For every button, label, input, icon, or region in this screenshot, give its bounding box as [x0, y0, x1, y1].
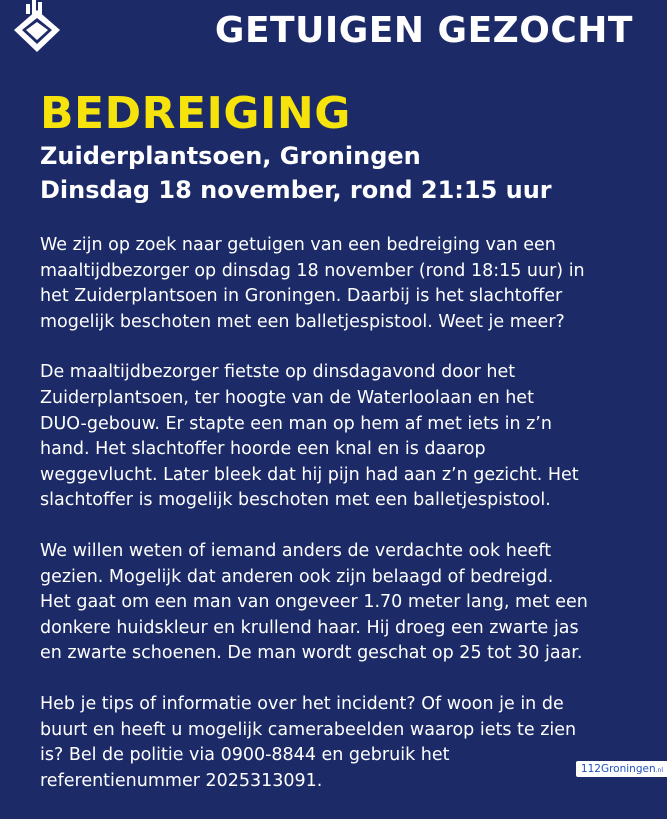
paragraph-line: De maaltijdbezorger fietste op dinsdagavond door het [40, 362, 516, 383]
watermark-suffix: .nl [655, 767, 663, 774]
paragraph-line: is? Bel de politie via 0900-8844 en gebruik het [40, 745, 450, 766]
paragraph-line: slachtoffer is mogelijk beschoten met een balletjespistool. [40, 490, 551, 511]
body-text [40, 233, 650, 819]
paragraph-line: het Zuiderplantsoen in Groningen. Daarbij is het slachtoffer [40, 286, 563, 307]
paragraph-line: DUO-gebouw. Er stapte een man op hem af met iets in z’n [40, 413, 552, 434]
paragraph-line: maaltijdbezorger op dinsdag 18 november (rond 18:15 uur) in [40, 260, 585, 281]
location-line: Zuiderplantsoen, Groningen [40, 142, 421, 170]
paragraph [40, 539, 650, 667]
paragraph-line: donkere huidskleur en krullend haar. Hij droeg een zwarte jas [40, 617, 579, 638]
paragraph-line: Het gaat om een man van ongeveer 1.70 meter lang, met een [40, 592, 588, 613]
paragraph-line: buurt en heeft u mogelijk camerabeelden waarop iets te zien [40, 719, 577, 740]
header-title: GETUIGEN GEZOCHT [214, 10, 633, 51]
paragraph-line: gezien. Mogelijk dat anderen ook zijn belaagd of bedreigd. [40, 566, 554, 587]
headline: BEDREIGING [40, 88, 351, 139]
paragraph-line: Heb je tips of informatie over het incident? Of woon je in de [40, 693, 564, 714]
paragraph-line: mogelijk beschoten met een balletjespistool. Weet je meer? [40, 311, 565, 332]
paragraph-line: hand. Het slachtoffer hoorde een knal en is daarop [40, 439, 486, 460]
watermark-text: 112Groningen [580, 763, 656, 775]
paragraph [40, 233, 650, 335]
paragraph-line: Zuiderplantsoen, ter hoogte van de Waterloolaan en het [40, 387, 534, 408]
paragraph [40, 360, 650, 514]
datetime-line: Dinsdag 18 november, rond 21:15 uur [40, 176, 552, 204]
paragraph-line: We willen weten of iemand anders de verdachte ook heeft [40, 540, 552, 561]
paragraph-line: weggevlucht. Later bleek dat hij pijn had aan z’n gezicht. Het [40, 464, 579, 485]
paragraph-line: referentienummer 2025313091. [40, 770, 323, 791]
paragraph-line: We zijn op zoek naar getuigen van een bedreiging van een [40, 235, 556, 255]
paragraph-line: en zwarte schoenen. De man wordt geschat op 25 tot 30 jaar. [40, 643, 583, 664]
police-logo-icon [8, 0, 66, 58]
watermark [576, 761, 667, 777]
